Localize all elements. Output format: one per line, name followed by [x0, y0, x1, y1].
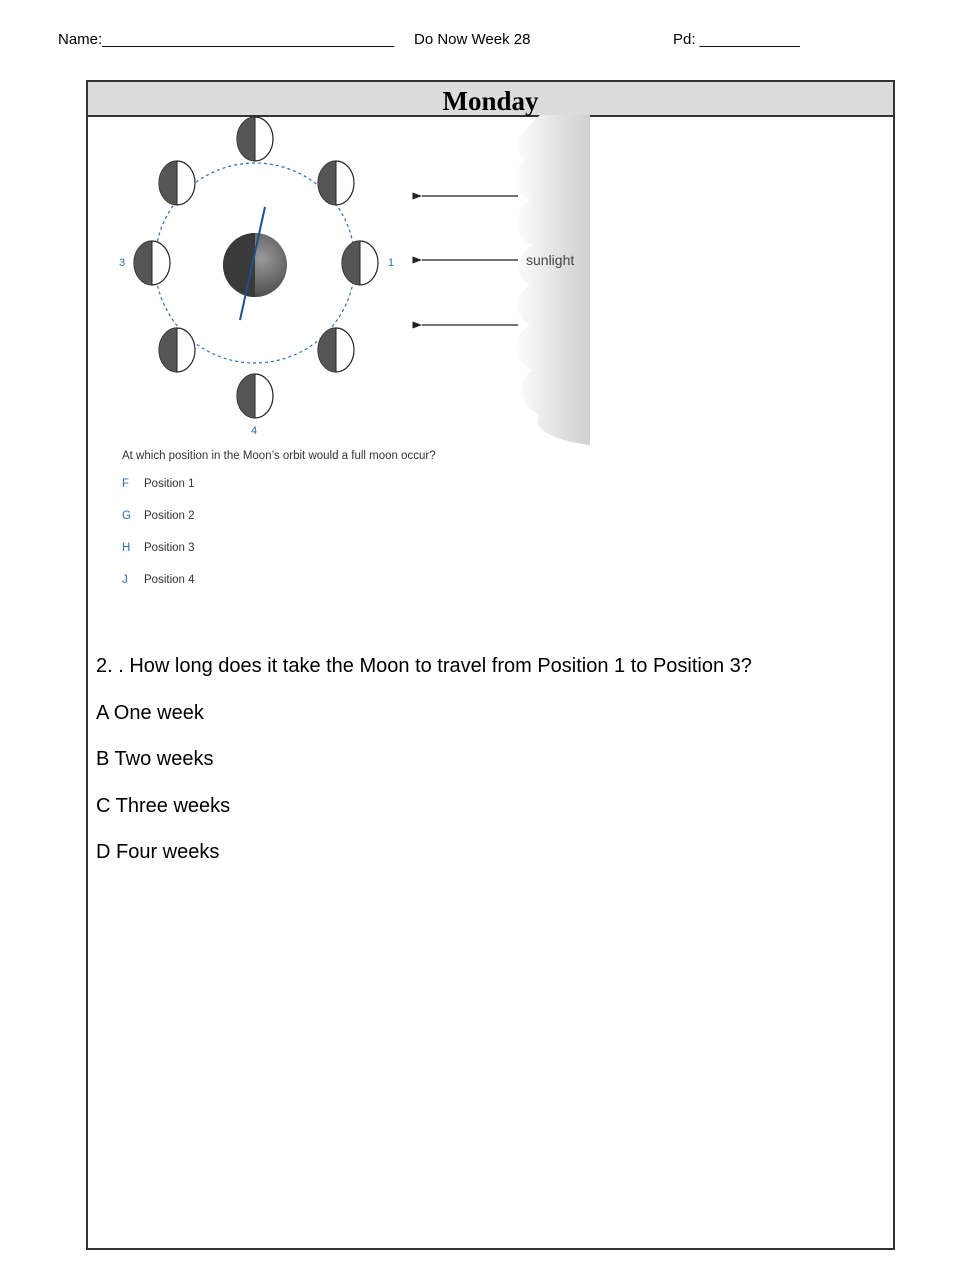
moon-position-top-left	[159, 161, 195, 205]
sun-glow	[512, 115, 590, 445]
moon-position-top	[237, 117, 273, 161]
option-letter: H	[122, 542, 131, 554]
option-text: Position 2	[144, 510, 195, 522]
option-letter: F	[122, 478, 130, 490]
moon-phase-diagram	[110, 115, 600, 595]
answer-c[interactable]: C Three weeks	[96, 795, 231, 817]
worksheet-title: Do Now Week 28	[414, 31, 531, 48]
answer-a[interactable]: A One week	[96, 702, 204, 724]
position-label-1: 1	[388, 257, 395, 269]
moon-position-bottom-right	[318, 328, 354, 372]
option-letter: J	[122, 574, 128, 586]
option-g[interactable]	[122, 510, 195, 522]
moon-position-3	[134, 241, 170, 285]
position-label-3: 3	[119, 257, 126, 269]
name-field-label: Name:___________________________________	[58, 31, 395, 48]
option-j[interactable]	[122, 574, 195, 586]
figure-question: At which position in the Moon’s orbit would a full moon occur?	[122, 450, 436, 462]
answer-d[interactable]: D Four weeks	[96, 841, 220, 863]
option-f[interactable]	[122, 478, 195, 490]
moon-position-bottom-left	[159, 328, 195, 372]
moon-position-1	[342, 241, 378, 285]
day-heading: Monday	[88, 82, 893, 117]
earth-dark-side	[223, 233, 255, 297]
moon-position-top-right	[318, 161, 354, 205]
option-h[interactable]	[122, 542, 195, 554]
period-field-label: Pd: ____________	[673, 31, 800, 48]
sunlight-label: sunlight	[526, 252, 575, 268]
position-label-4: 4	[251, 425, 258, 437]
option-text: Position 4	[144, 574, 195, 586]
option-text: Position 1	[144, 478, 195, 490]
option-text: Position 3	[144, 542, 195, 554]
moon-orbit-illustration	[110, 115, 600, 445]
option-letter: G	[122, 510, 131, 522]
question-2: 2. . How long does it take the Moon to travel from Position 1 to Position 3?	[96, 655, 752, 677]
answer-b[interactable]: B Two weeks	[96, 748, 214, 770]
moon-position-4	[237, 374, 273, 418]
